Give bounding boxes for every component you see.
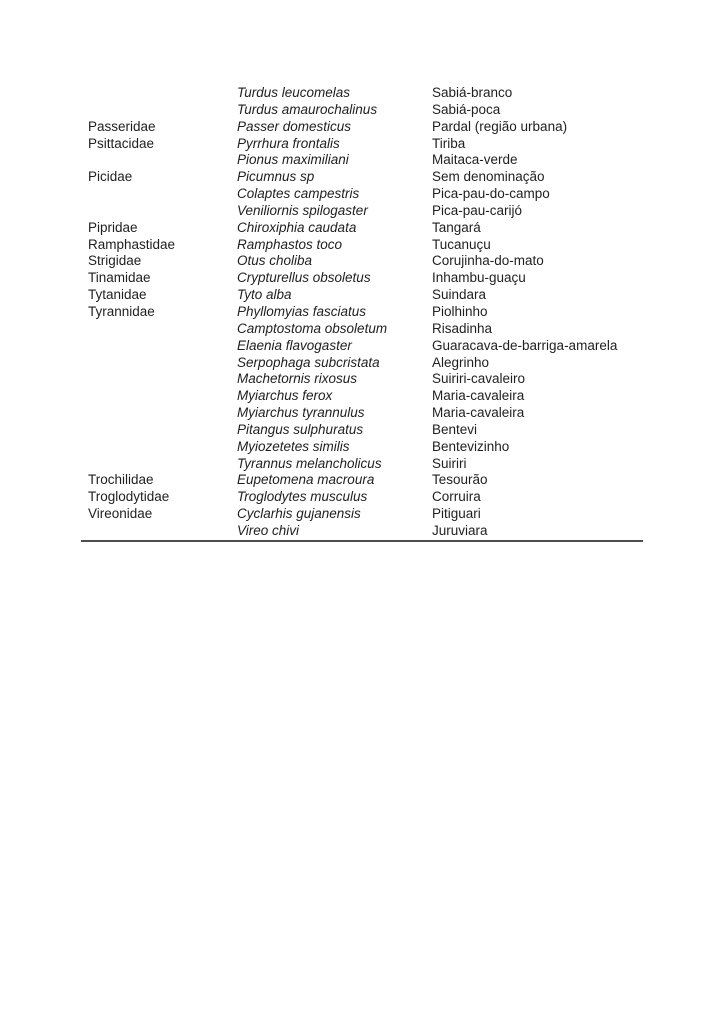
family-cell: Trochilidae bbox=[88, 472, 154, 488]
common-name-cell: Guaracava-de-barriga-amarela bbox=[432, 337, 618, 353]
scientific-name-cell: Cyclarhis gujanensis bbox=[237, 506, 361, 522]
table-row bbox=[0, 270, 724, 287]
scientific-name-cell: Crypturellus obsoletus bbox=[237, 270, 371, 286]
family-cell: Picidae bbox=[88, 169, 133, 185]
table-bottom-rule bbox=[81, 540, 643, 542]
scientific-name-cell: Otus choliba bbox=[237, 253, 313, 269]
table-row bbox=[0, 388, 724, 405]
table-row bbox=[0, 472, 724, 489]
scientific-name-cell: Camptostoma obsoletum bbox=[237, 320, 388, 336]
family-cell: Pipridae bbox=[88, 219, 138, 235]
common-name-cell: Tesourão bbox=[432, 472, 488, 488]
table-row bbox=[0, 237, 724, 254]
common-name-cell: Suiriri bbox=[432, 455, 467, 471]
table-row bbox=[0, 489, 724, 506]
common-name-cell: Suindara bbox=[432, 287, 487, 303]
table-row bbox=[0, 287, 724, 304]
table-row bbox=[0, 253, 724, 270]
common-name-cell: Bentevizinho bbox=[432, 438, 510, 454]
family-cell: Strigidae bbox=[88, 253, 142, 269]
table-row bbox=[0, 169, 724, 186]
family-cell: Tytanidae bbox=[88, 287, 147, 303]
scientific-name-cell: Myiarchus tyrannulus bbox=[237, 405, 365, 421]
table-row bbox=[0, 506, 724, 523]
scientific-name-cell: Pitangus sulphuratus bbox=[237, 421, 364, 437]
common-name-cell: Maria-cavaleira bbox=[432, 405, 525, 421]
table-row bbox=[0, 422, 724, 439]
species-table bbox=[0, 85, 724, 540]
table-row bbox=[0, 338, 724, 355]
common-name-cell: Maria-cavaleira bbox=[432, 388, 525, 404]
common-name-cell: Bentevi bbox=[432, 421, 478, 437]
common-name-cell: Alegrinho bbox=[432, 354, 490, 370]
scientific-name-cell: Machetornis rixosus bbox=[237, 371, 358, 387]
table-row bbox=[0, 355, 724, 372]
table-row bbox=[0, 203, 724, 220]
common-name-cell: Maitaca-verde bbox=[432, 152, 518, 168]
family-cell: Tinamidae bbox=[88, 270, 151, 286]
common-name-cell: Juruviara bbox=[432, 522, 488, 538]
common-name-cell: Tiriba bbox=[432, 135, 466, 151]
scientific-name-cell: Elaenia flavogaster bbox=[237, 337, 352, 353]
common-name-cell: Risadinha bbox=[432, 320, 493, 336]
species-table-rows bbox=[0, 85, 724, 540]
scientific-name-cell: Ramphastos toco bbox=[237, 236, 343, 252]
common-name-cell: Pardal (região urbana) bbox=[432, 118, 568, 134]
table-row bbox=[0, 220, 724, 237]
table-row bbox=[0, 371, 724, 388]
family-cell: Troglodytidae bbox=[88, 489, 170, 505]
common-name-cell: Corruira bbox=[432, 489, 481, 505]
table-row bbox=[0, 523, 724, 540]
scientific-name-cell: Picumnus sp bbox=[237, 169, 315, 185]
family-cell: Vireonidae bbox=[88, 506, 153, 522]
scientific-name-cell: Pyrrhura frontalis bbox=[237, 135, 340, 151]
scientific-name-cell: Vireo chivi bbox=[237, 522, 300, 538]
scientific-name-cell: Myiarchus ferox bbox=[237, 388, 333, 404]
scientific-name-cell: Serpophaga subcristata bbox=[237, 354, 380, 370]
scientific-name-cell: Chiroxiphia caudata bbox=[237, 219, 357, 235]
scientific-name-cell: Turdus leucomelas bbox=[237, 85, 351, 100]
table-row bbox=[0, 304, 724, 321]
scientific-name-cell: Pionus maximiliani bbox=[237, 152, 349, 168]
table-row bbox=[0, 439, 724, 456]
common-name-cell: Sem denominação bbox=[432, 169, 545, 185]
scientific-name-cell: Turdus amaurochalinus bbox=[237, 101, 378, 117]
table-row bbox=[0, 321, 724, 338]
common-name-cell: Tucanuçu bbox=[432, 236, 491, 252]
scientific-name-cell: Passer domesticus bbox=[237, 118, 352, 134]
common-name-cell: Pica-pau-carijó bbox=[432, 202, 523, 218]
scientific-name-cell: Eupetomena macroura bbox=[237, 472, 375, 488]
common-name-cell: Suiriri-cavaleiro bbox=[432, 371, 526, 387]
scientific-name-cell: Tyto alba bbox=[237, 287, 292, 303]
scientific-name-cell: Veniliornis spilogaster bbox=[237, 202, 368, 218]
table-row bbox=[0, 136, 724, 153]
scientific-name-cell: Troglodytes musculus bbox=[237, 489, 368, 505]
table-row bbox=[0, 152, 724, 169]
table-row bbox=[0, 85, 724, 102]
scientific-name-cell: Tyrannus melancholicus bbox=[237, 455, 382, 471]
common-name-cell: Tangará bbox=[432, 219, 481, 235]
table-row bbox=[0, 456, 724, 473]
scientific-name-cell: Phyllomyias fasciatus bbox=[237, 303, 367, 319]
common-name-cell: Sabiá-branco bbox=[432, 85, 513, 100]
common-name-cell: Sabiá-poca bbox=[432, 101, 501, 117]
common-name-cell: Corujinha-do-mato bbox=[432, 253, 544, 269]
family-cell: Passeridae bbox=[88, 118, 156, 134]
common-name-cell: Inhambu-guaçu bbox=[432, 270, 526, 286]
family-cell: Psittacidae bbox=[88, 135, 155, 151]
family-cell: Ramphastidae bbox=[88, 236, 176, 252]
common-name-cell: Pica-pau-do-campo bbox=[432, 186, 550, 202]
common-name-cell: Pitiguari bbox=[432, 506, 481, 522]
family-cell: Tyrannidae bbox=[88, 303, 155, 319]
common-name-cell: Piolhinho bbox=[432, 303, 488, 319]
table-row bbox=[0, 102, 724, 119]
table-row bbox=[0, 186, 724, 203]
table-row bbox=[0, 405, 724, 422]
scientific-name-cell: Myiozetetes similis bbox=[237, 438, 350, 454]
scientific-name-cell: Colaptes campestris bbox=[237, 186, 360, 202]
table-row bbox=[0, 119, 724, 136]
